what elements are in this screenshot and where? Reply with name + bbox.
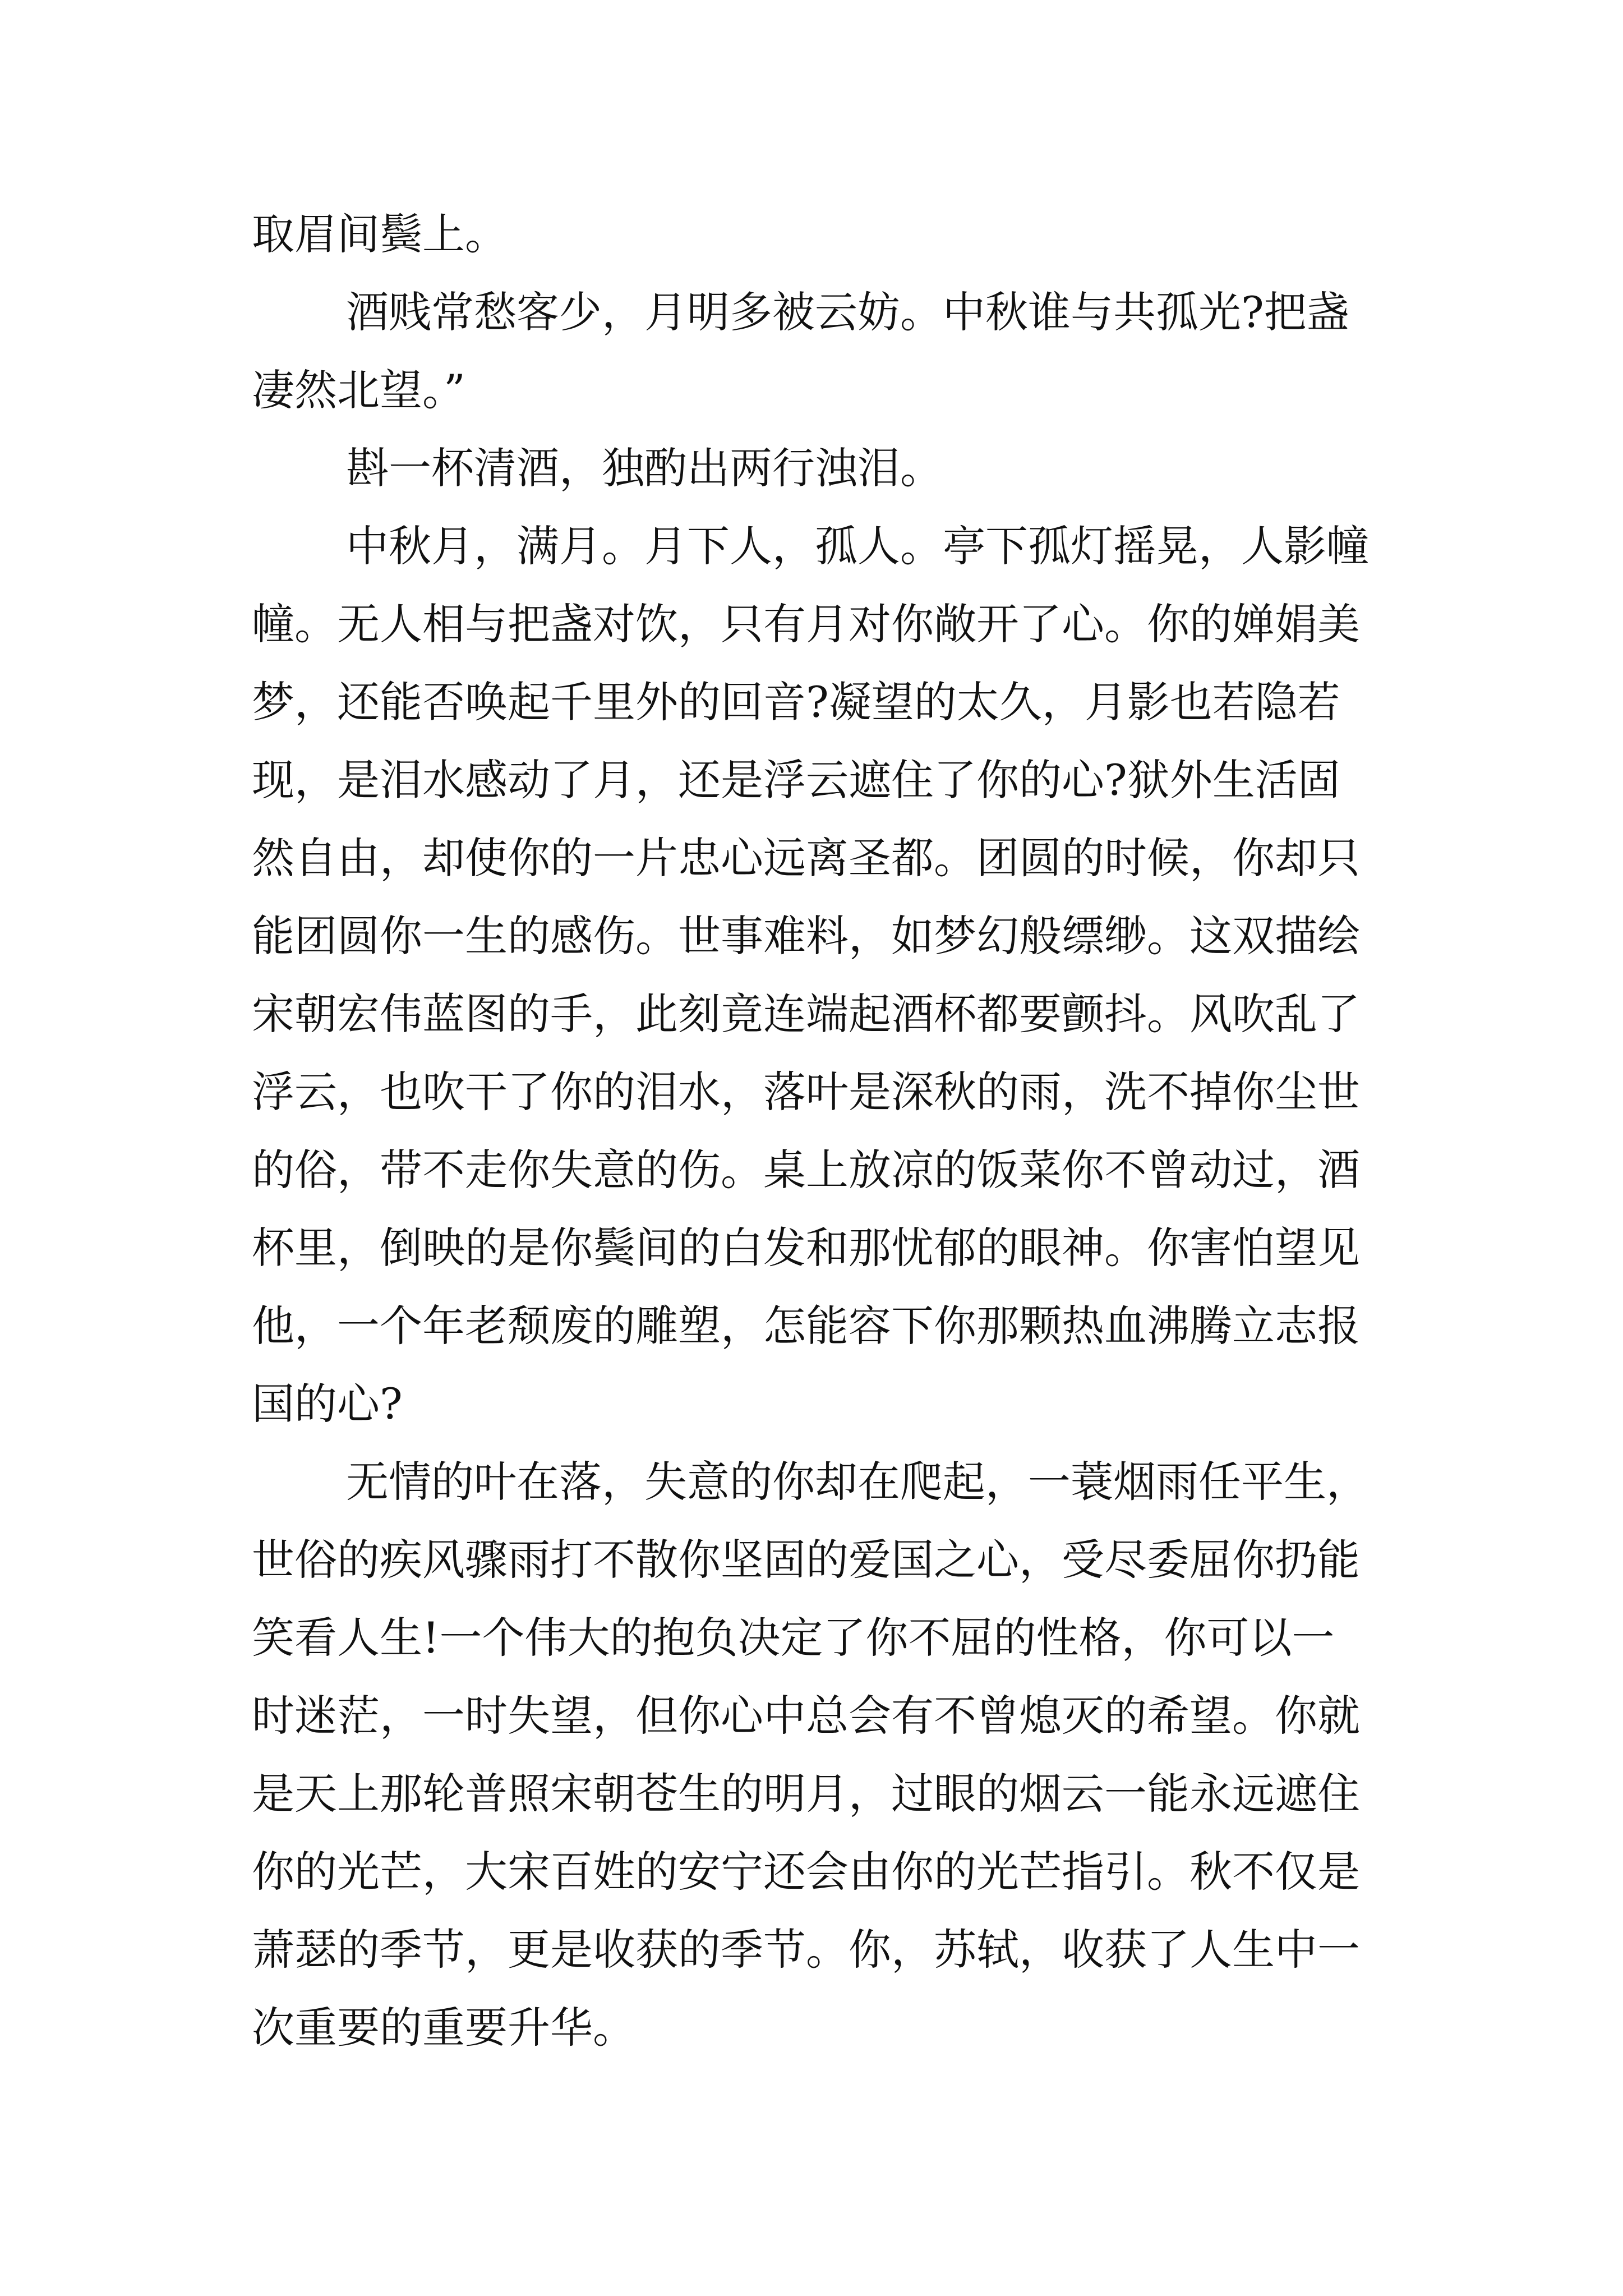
text-line: 然自由，却使你的一片忠心远离圣都。团圆的时候，你却只 [252, 833, 1360, 883]
paragraph-start-line: 斟一杯清酒，独酌出两行浊泪。 [346, 443, 943, 493]
text-line: 世俗的疾风骤雨打不散你坚固的爱国之心，受尽委屈你扔能 [252, 1535, 1360, 1585]
text-line: 浮云，也吹干了你的泪水，落叶是深秋的雨，洗不掉你尘世 [252, 1067, 1360, 1117]
text-line: 国的心? [252, 1379, 403, 1429]
text-line: 现，是泪水感动了月，还是浮云遮住了你的心?狱外生活固 [252, 755, 1340, 805]
text-line: 能团圆你一生的感伤。世事难料，如梦幻般缥缈。这双描绘 [252, 911, 1360, 961]
text-line: 你的光芒，大宋百姓的安宁还会由你的光芒指引。秋不仅是 [252, 1847, 1360, 1897]
text-line: 萧瑟的季节，更是收获的季节。你，苏轼，收获了人生中一 [252, 1925, 1360, 1975]
text-line: 笑看人生!一个伟大的抱负决定了你不屈的性格，你可以一 [252, 1613, 1335, 1663]
text-line: 他，一个年老颓废的雕塑，怎能容下你那颗热血沸腾立志报 [252, 1301, 1360, 1351]
paragraph-start-line: 酒贱常愁客少，月明多被云妨。中秋谁与共孤光?把盏 [346, 287, 1349, 337]
text-line: 幢。无人相与把盏对饮，只有月对你敞开了心。你的婵娟美 [252, 599, 1360, 649]
essay-body [252, 195, 1390, 2067]
text-line: 宋朝宏伟蓝图的手，此刻竟连端起酒杯都要颤抖。风吹乱了 [252, 989, 1360, 1039]
text-line: 的俗，带不走你失意的伤。桌上放凉的饭菜你不曾动过，酒 [252, 1145, 1360, 1195]
text-line: 杯里，倒映的是你鬓间的白发和那忧郁的眼神。你害怕望见 [252, 1223, 1360, 1273]
text-line: 梦，还能否唤起千里外的回音?凝望的太久，月影也若隐若 [252, 677, 1340, 727]
text-line: 是天上那轮普照宋朝苍生的明月，过眼的烟云一能永远遮住 [252, 1769, 1360, 1819]
text-line: 凄然北望。” [252, 365, 465, 415]
text-line: 次重要的重要升华。 [252, 2003, 635, 2053]
paragraph-start-line: 无情的叶在落，失意的你却在爬起，一蓑烟雨任平生， [346, 1457, 1369, 1507]
text-line: 取眉间鬓上。 [252, 209, 508, 259]
text-line: 时迷茫，一时失望，但你心中总会有不曾熄灭的希望。你就 [252, 1691, 1360, 1741]
paragraph-start-line: 中秋月，满月。月下人，孤人。亭下孤灯摇晃，人影幢 [346, 521, 1369, 571]
